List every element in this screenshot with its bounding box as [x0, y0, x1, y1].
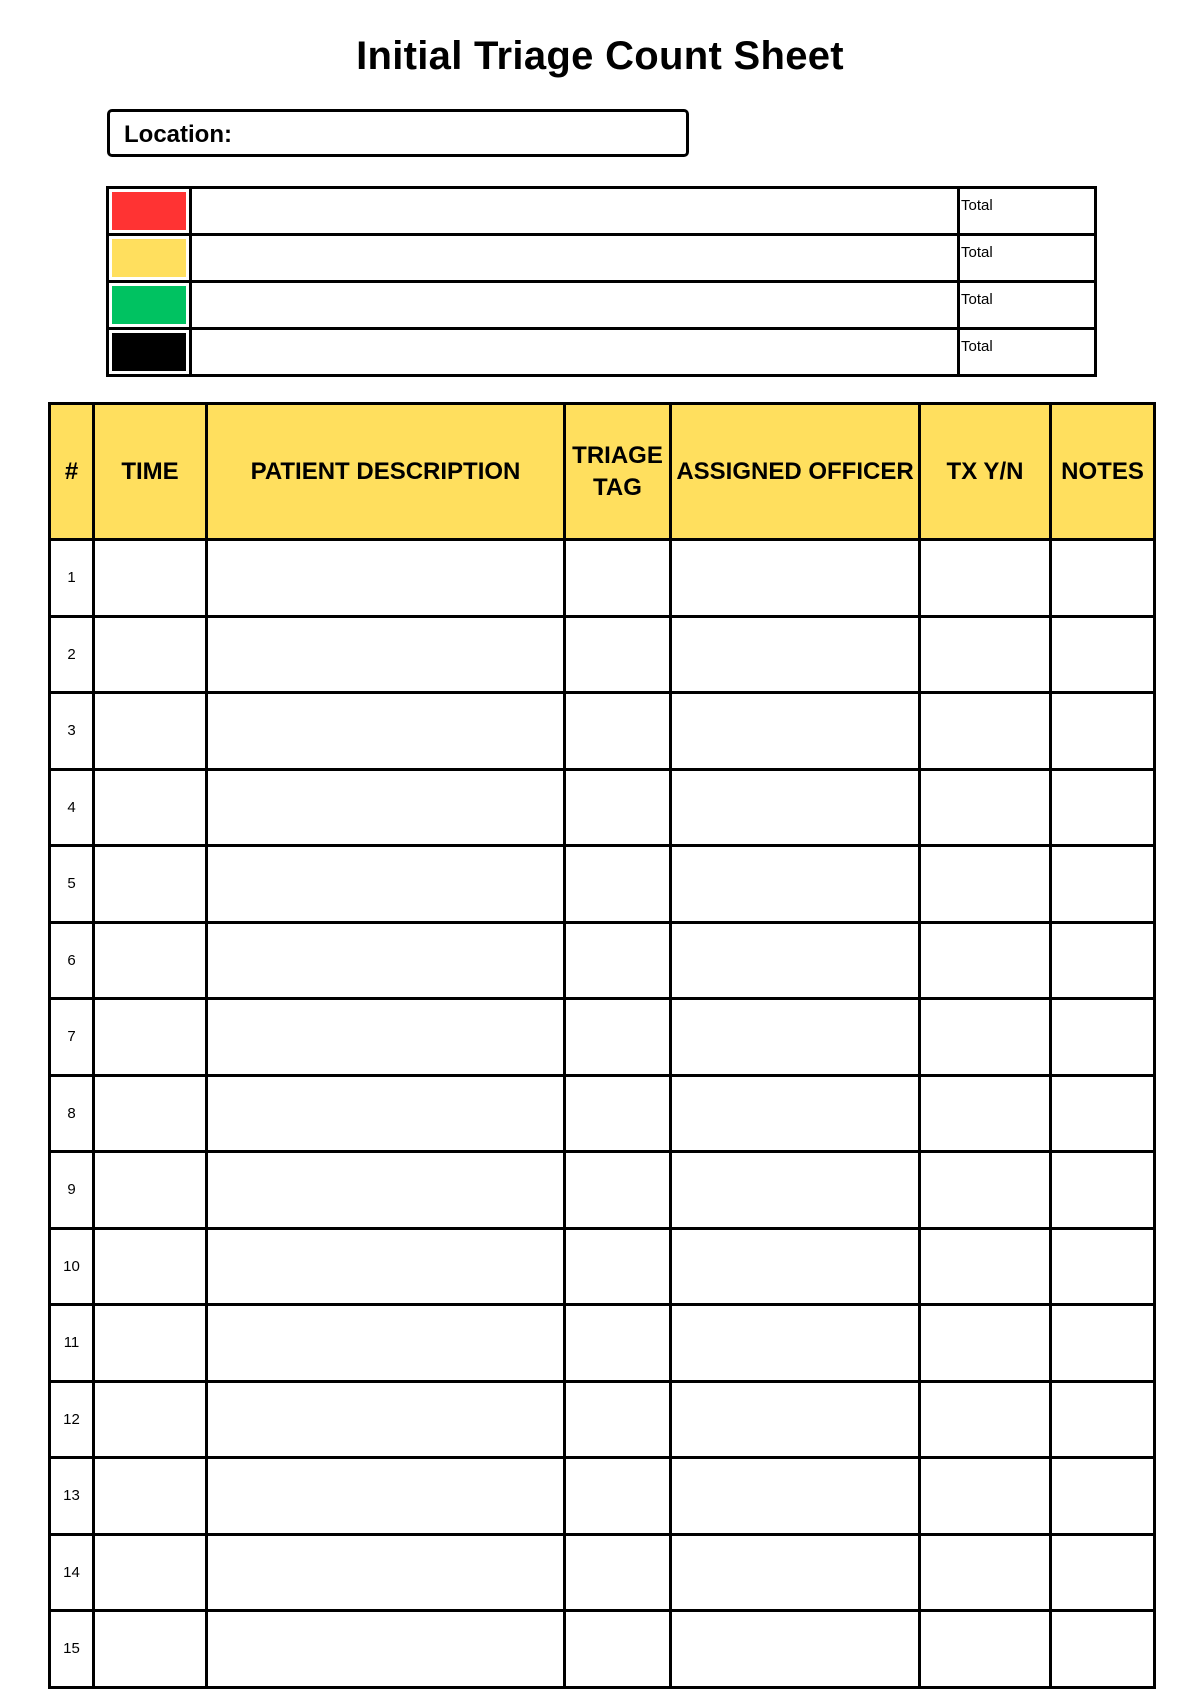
cell-triage-tag[interactable]	[565, 1611, 671, 1688]
row-number: 9	[50, 1152, 94, 1229]
cell-notes[interactable]	[1051, 1152, 1155, 1229]
cell-notes[interactable]	[1051, 1534, 1155, 1611]
table-row	[50, 1075, 1155, 1152]
cell-patient-description[interactable]	[207, 540, 565, 617]
cell-triage-tag[interactable]	[565, 540, 671, 617]
cell-assigned-officer[interactable]	[671, 1458, 920, 1535]
cell-tx-yn[interactable]	[920, 1075, 1051, 1152]
table-row	[50, 1458, 1155, 1535]
color-swatch-cell	[108, 282, 191, 329]
cell-time[interactable]	[94, 1381, 207, 1458]
total-label: Total	[961, 197, 993, 214]
page-title: Initial Triage Count Sheet	[356, 34, 844, 78]
total-label: Total	[961, 338, 993, 355]
table-row	[50, 1381, 1155, 1458]
cell-patient-description[interactable]	[207, 846, 565, 923]
summary-row-yellow	[108, 235, 1096, 282]
table-row	[50, 846, 1155, 923]
cell-assigned-officer[interactable]	[671, 1611, 920, 1688]
cell-notes[interactable]	[1051, 1458, 1155, 1535]
cell-assigned-officer[interactable]	[671, 1534, 920, 1611]
cell-triage-tag[interactable]	[565, 1305, 671, 1382]
summary-count-field[interactable]	[191, 235, 959, 282]
color-swatch-cell	[108, 235, 191, 282]
cell-patient-description[interactable]	[207, 1534, 565, 1611]
cell-assigned-officer[interactable]	[671, 769, 920, 846]
cell-assigned-officer[interactable]	[671, 540, 920, 617]
cell-tx-yn[interactable]	[920, 1611, 1051, 1688]
table-row	[50, 540, 1155, 617]
cell-tx-yn[interactable]	[920, 1228, 1051, 1305]
cell-patient-description[interactable]	[207, 1611, 565, 1688]
row-number: 8	[50, 1075, 94, 1152]
cell-triage-tag[interactable]	[565, 693, 671, 770]
cell-tx-yn[interactable]	[920, 999, 1051, 1076]
cell-patient-description[interactable]	[207, 1152, 565, 1229]
table-row	[50, 693, 1155, 770]
cell-time[interactable]	[94, 616, 207, 693]
summary-total-field[interactable]	[959, 188, 1096, 235]
cell-time[interactable]	[94, 1534, 207, 1611]
color-swatch-cell	[108, 188, 191, 235]
triage-color-swatch	[112, 192, 186, 230]
row-number: 10	[50, 1228, 94, 1305]
cell-patient-description[interactable]	[207, 922, 565, 999]
summary-count-field[interactable]	[191, 188, 959, 235]
triage-summary-table	[106, 186, 1097, 377]
row-number: 2	[50, 616, 94, 693]
cell-tx-yn[interactable]	[920, 1381, 1051, 1458]
cell-tx-yn[interactable]	[920, 693, 1051, 770]
cell-time[interactable]	[94, 1458, 207, 1535]
table-row	[50, 769, 1155, 846]
cell-tx-yn[interactable]	[920, 1152, 1051, 1229]
table-row	[50, 999, 1155, 1076]
row-number: 6	[50, 922, 94, 999]
column-header-assigned-officer: ASSIGNED OFFICER	[671, 404, 920, 540]
cell-patient-description[interactable]	[207, 999, 565, 1076]
cell-triage-tag[interactable]	[565, 1534, 671, 1611]
cell-patient-description[interactable]	[207, 1458, 565, 1535]
table-row	[50, 1228, 1155, 1305]
total-label: Total	[961, 291, 993, 308]
cell-patient-description[interactable]	[207, 1381, 565, 1458]
cell-notes[interactable]	[1051, 1228, 1155, 1305]
cell-patient-description[interactable]	[207, 693, 565, 770]
cell-triage-tag[interactable]	[565, 616, 671, 693]
cell-time[interactable]	[94, 1228, 207, 1305]
summary-total-field[interactable]	[959, 329, 1096, 376]
row-number: 4	[50, 769, 94, 846]
column-header-tx-yn: TX Y/N	[920, 404, 1051, 540]
cell-assigned-officer[interactable]	[671, 922, 920, 999]
cell-triage-tag[interactable]	[565, 769, 671, 846]
cell-notes[interactable]	[1051, 1305, 1155, 1382]
cell-time[interactable]	[94, 922, 207, 999]
cell-time[interactable]	[94, 693, 207, 770]
triage-color-swatch	[112, 333, 186, 371]
cell-tx-yn[interactable]	[920, 846, 1051, 923]
cell-assigned-officer[interactable]	[671, 999, 920, 1076]
summary-total-field[interactable]	[959, 282, 1096, 329]
summary-count-field[interactable]	[191, 329, 959, 376]
cell-assigned-officer[interactable]	[671, 1228, 920, 1305]
cell-assigned-officer[interactable]	[671, 1305, 920, 1382]
cell-patient-description[interactable]	[207, 1075, 565, 1152]
row-number: 12	[50, 1381, 94, 1458]
table-row	[50, 1305, 1155, 1382]
row-number: 5	[50, 846, 94, 923]
column-header-triage-tag: TRIAGE TAG	[565, 404, 671, 540]
cell-notes[interactable]	[1051, 1381, 1155, 1458]
cell-triage-tag[interactable]	[565, 846, 671, 923]
cell-notes[interactable]	[1051, 922, 1155, 999]
row-number: 3	[50, 693, 94, 770]
cell-tx-yn[interactable]	[920, 1458, 1051, 1535]
cell-triage-tag[interactable]	[565, 1075, 671, 1152]
cell-notes[interactable]	[1051, 769, 1155, 846]
row-number: 15	[50, 1611, 94, 1688]
cell-time[interactable]	[94, 1611, 207, 1688]
cell-triage-tag[interactable]	[565, 922, 671, 999]
cell-notes[interactable]	[1051, 846, 1155, 923]
cell-triage-tag[interactable]	[565, 1381, 671, 1458]
cell-assigned-officer[interactable]	[671, 1075, 920, 1152]
location-label: Location:	[124, 121, 232, 148]
cell-notes[interactable]	[1051, 999, 1155, 1076]
cell-assigned-officer[interactable]	[671, 846, 920, 923]
column-header-time: TIME	[94, 404, 207, 540]
cell-assigned-officer[interactable]	[671, 616, 920, 693]
cell-notes[interactable]	[1051, 540, 1155, 617]
table-row	[50, 1611, 1155, 1688]
summary-count-field[interactable]	[191, 282, 959, 329]
table-row	[50, 922, 1155, 999]
location-field[interactable]	[107, 109, 689, 157]
cell-time[interactable]	[94, 999, 207, 1076]
cell-tx-yn[interactable]	[920, 1305, 1051, 1382]
summary-total-field[interactable]	[959, 235, 1096, 282]
table-row	[50, 616, 1155, 693]
row-number: 13	[50, 1458, 94, 1535]
cell-assigned-officer[interactable]	[671, 1152, 920, 1229]
cell-tx-yn[interactable]	[920, 1534, 1051, 1611]
table-row	[50, 1152, 1155, 1229]
cell-notes[interactable]	[1051, 693, 1155, 770]
cell-tx-yn[interactable]	[920, 540, 1051, 617]
cell-time[interactable]	[94, 846, 207, 923]
cell-patient-description[interactable]	[207, 616, 565, 693]
cell-triage-tag[interactable]	[565, 1228, 671, 1305]
cell-time[interactable]	[94, 769, 207, 846]
column-header-patient-description: PATIENT DESCRIPTION	[207, 404, 565, 540]
row-number: 7	[50, 999, 94, 1076]
triage-color-swatch	[112, 239, 186, 277]
cell-time[interactable]	[94, 1075, 207, 1152]
cell-triage-tag[interactable]	[565, 999, 671, 1076]
cell-tx-yn[interactable]	[920, 769, 1051, 846]
cell-tx-yn[interactable]	[920, 922, 1051, 999]
row-number: 11	[50, 1305, 94, 1382]
cell-notes[interactable]	[1051, 1075, 1155, 1152]
column-header-number: #	[50, 404, 94, 540]
cell-time[interactable]	[94, 1305, 207, 1382]
summary-row-green	[108, 282, 1096, 329]
log-header-row	[50, 404, 1155, 540]
cell-triage-tag[interactable]	[565, 1152, 671, 1229]
summary-row-red	[108, 188, 1096, 235]
cell-notes[interactable]	[1051, 616, 1155, 693]
column-header-notes: NOTES	[1051, 404, 1155, 540]
color-swatch-cell	[108, 329, 191, 376]
triage-log-table	[48, 402, 1156, 1689]
cell-tx-yn[interactable]	[920, 616, 1051, 693]
row-number: 14	[50, 1534, 94, 1611]
cell-assigned-officer[interactable]	[671, 1381, 920, 1458]
total-label: Total	[961, 244, 993, 261]
cell-patient-description[interactable]	[207, 769, 565, 846]
cell-patient-description[interactable]	[207, 1228, 565, 1305]
row-number: 1	[50, 540, 94, 617]
triage-color-swatch	[112, 286, 186, 324]
summary-row-black	[108, 329, 1096, 376]
cell-assigned-officer[interactable]	[671, 693, 920, 770]
cell-patient-description[interactable]	[207, 1305, 565, 1382]
cell-notes[interactable]	[1051, 1611, 1155, 1688]
cell-time[interactable]	[94, 540, 207, 617]
cell-time[interactable]	[94, 1152, 207, 1229]
cell-triage-tag[interactable]	[565, 1458, 671, 1535]
table-row	[50, 1534, 1155, 1611]
